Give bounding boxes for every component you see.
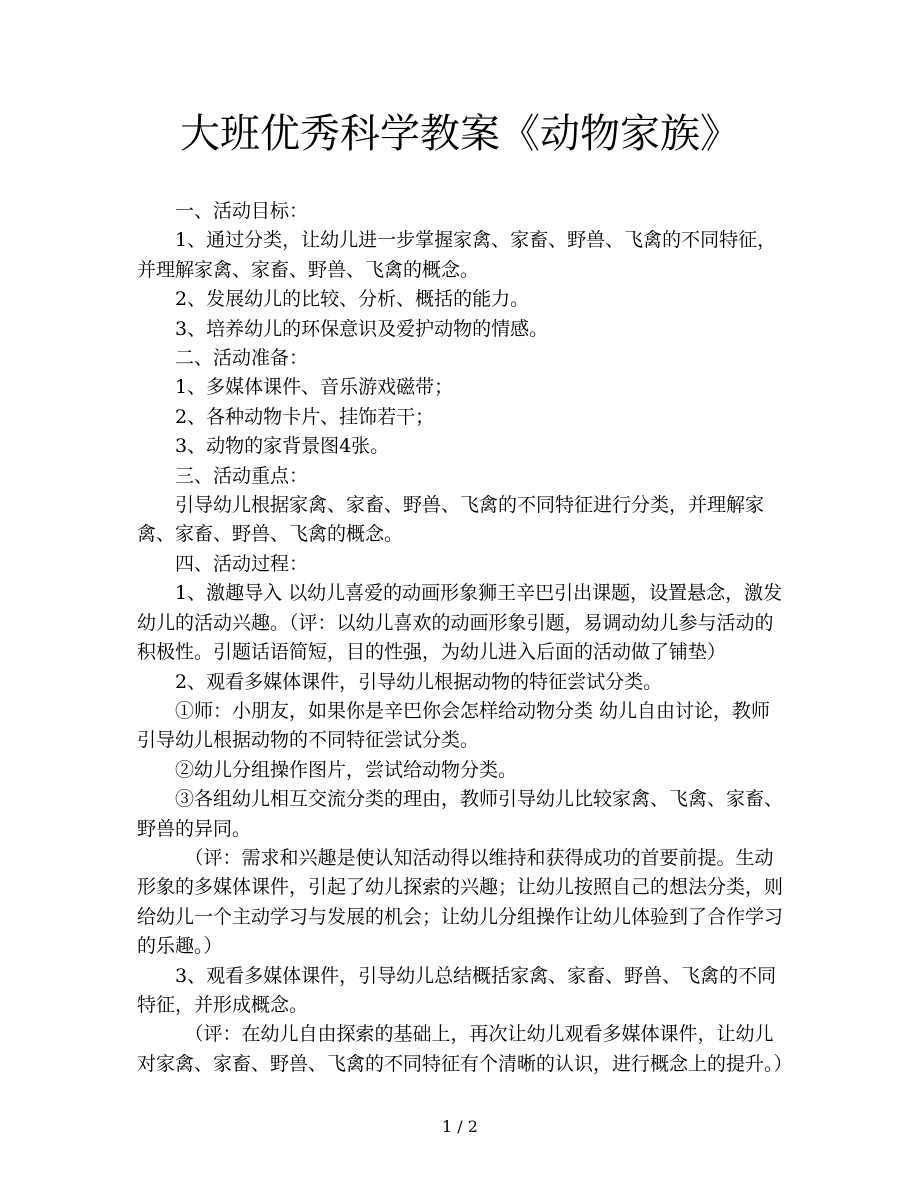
paragraph: 2、发展幼儿的比较、分析、概括的能力。 bbox=[175, 288, 530, 311]
paragraph: 1、多媒体课件、音乐游戏磁带； bbox=[175, 376, 454, 399]
paragraph: ③各组幼儿相互交流分类的理由，教师引导幼儿比较家禽、飞禽、家畜、野兽的异同。 bbox=[137, 788, 784, 840]
paragraph: 2、观看多媒体课件，引导幼儿根据动物的特征尝试分类。 bbox=[175, 670, 663, 693]
paragraph: 引导幼儿根据家禽、家畜、野兽、飞禽的不同特征进行分类，并理解家禽、家畜、野兽、飞禽的概念。 bbox=[137, 494, 765, 546]
paragraph: 3、观看多媒体课件，引导幼儿总结概括家禽、家畜、野兽、飞禽的不同特征，并形成概念。 bbox=[137, 964, 777, 1016]
paragraph: （评：在幼儿自由探索的基础上，再次让幼儿观看多媒体课件，让幼儿对家禽、家畜、野兽、飞禽的不同特征有个清晰的认识，进行概念上的提升。） bbox=[137, 1023, 793, 1075]
paragraph: 一、活动目标： bbox=[175, 200, 309, 222]
paragraph: 1、激趣导入 以幼儿喜爱的动画形象狮王辛巴引出课题，设置悬念，激发幼儿的活动兴趣。（评：以幼儿喜欢的动画形象引题，易调动幼儿参与活动的积极性。引题话语简短，目的性强，为幼儿进入后面的活动做了铺垫） bbox=[137, 582, 783, 664]
paragraph: 三、活动重点： bbox=[175, 464, 309, 487]
paragraph: （评：需求和兴趣是使认知活动得以维持和获得成功的首要前提。生动形象的多媒体课件，引起了幼儿探索的兴趣；让幼儿按照自己的想法分类，则给幼儿一个主动学习与发展的机会；让幼儿分组操作让幼儿体验到了合作学习的乐趣。） bbox=[137, 846, 784, 958]
paragraph: 1、通过分类，让幼儿进一步掌握家禽、家畜、野兽、飞禽的不同特征，并理解家禽、家畜、野兽、飞禽的概念。 bbox=[137, 229, 777, 281]
paragraph: 四、活动过程： bbox=[175, 552, 309, 575]
page-title: 大班优秀科学教案《动物家族》 bbox=[180, 111, 740, 157]
document-body bbox=[137, 197, 793, 1079]
paragraph: ①师：小朋友，如果你是辛巴你会怎样给动物分类 幼儿自由讨论，教师引导幼儿根据动物的不同特征尝试分类。 bbox=[137, 699, 771, 752]
paragraph: 2、各种动物卡片、挂饰若干； bbox=[175, 405, 435, 428]
page-number: 1 / 2 bbox=[442, 1117, 478, 1136]
paragraph: ②幼儿分组操作图片，尝试给动物分类。 bbox=[175, 758, 518, 781]
paragraph: 3、动物的家背景图4张。 bbox=[175, 435, 390, 458]
paragraph: 3、培养幼儿的环保意识及爱护动物的情感。 bbox=[175, 317, 549, 340]
paragraph: 二、活动准备： bbox=[175, 347, 309, 370]
